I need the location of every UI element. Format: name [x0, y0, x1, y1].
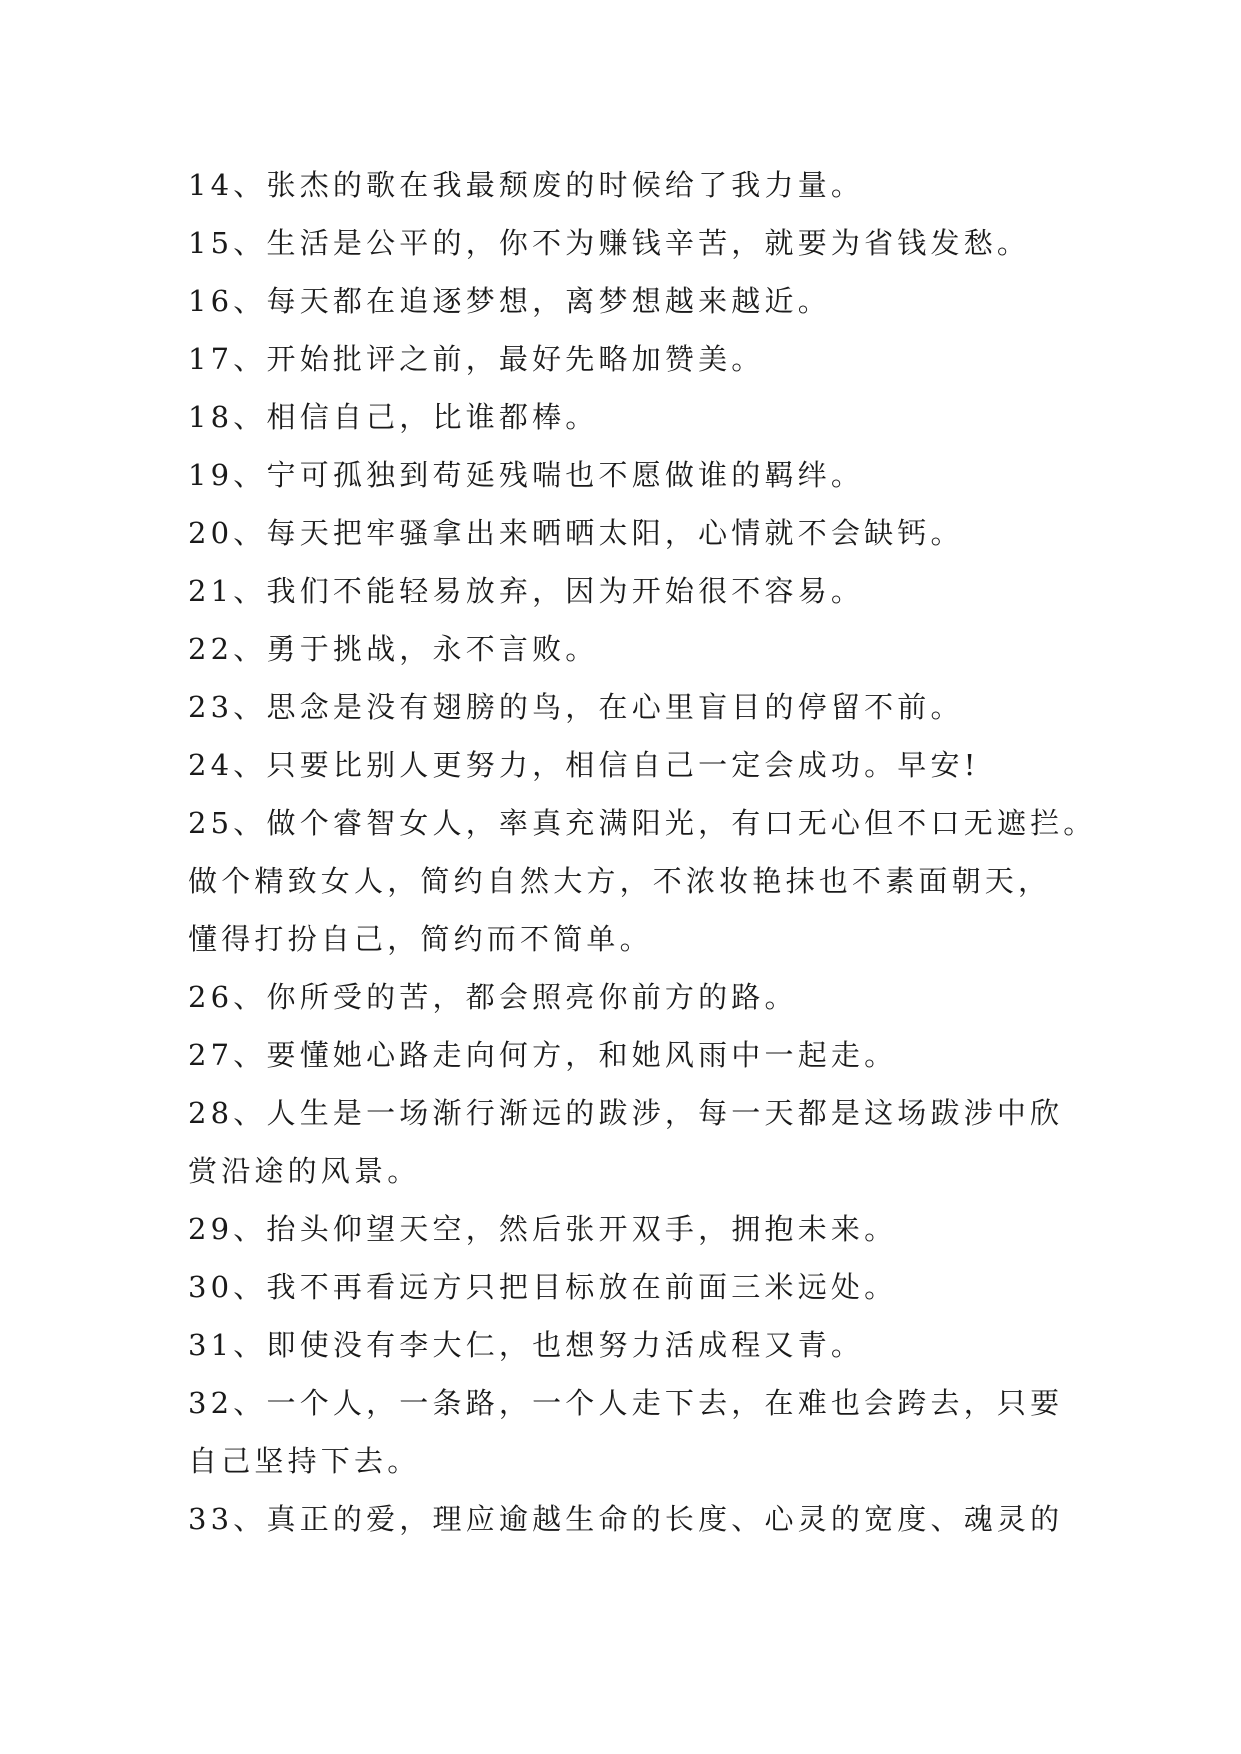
text-line: 17、开始批评之前，最好先略加赞美。 — [188, 342, 765, 376]
text-line: 16、每天都在追逐梦想，离梦想越来越近。 — [188, 284, 831, 318]
text-line: 31、即使没有李大仁，也想努力活成程又青。 — [188, 1328, 865, 1362]
text-line: 30、我不再看远方只把目标放在前面三米远处。 — [188, 1270, 898, 1304]
text-line: 赏沿途的风景。 — [188, 1154, 421, 1188]
text-line: 15、生活是公平的，你不为赚钱辛苦，就要为省钱发愁。 — [188, 226, 1031, 260]
text-line: 14、张杰的歌在我最颓废的时候给了我力量。 — [188, 168, 865, 202]
text-line: 自己坚持下去。 — [188, 1444, 421, 1478]
document-body — [188, 156, 1097, 1548]
text-line: 21、我们不能轻易放弃，因为开始很不容易。 — [188, 574, 865, 608]
text-line: 32、一个人，一条路，一个人走下去，在难也会跨去，只要 — [188, 1386, 1064, 1420]
text-line: 25、做个睿智女人，率真充满阳光，有口无心但不口无遮拦。 — [188, 806, 1097, 840]
text-line: 懂得打扮自己，简约而不简单。 — [188, 922, 653, 956]
text-line: 28、人生是一场渐行渐远的跋涉，每一天都是这场跋涉中欣 — [188, 1096, 1064, 1130]
text-line: 22、勇于挑战，永不言败。 — [188, 632, 599, 666]
text-line: 26、你所受的苦，都会照亮你前方的路。 — [188, 980, 798, 1014]
text-line: 24、只要比别人更努力，相信自己一定会成功。早安! — [188, 748, 980, 782]
text-line: 27、要懂她心路走向何方，和她风雨中一起走。 — [188, 1038, 898, 1072]
text-line: 18、相信自己，比谁都棒。 — [188, 400, 599, 434]
text-line: 做个精致女人，简约自然大方，不浓妆艳抹也不素面朝天， — [188, 864, 1052, 898]
text-line: 19、宁可孤独到苟延残喘也不愿做谁的羁绊。 — [188, 458, 865, 492]
text-line: 29、抬头仰望天空，然后张开双手，拥抱未来。 — [188, 1212, 898, 1246]
text-line: 33、真正的爱，理应逾越生命的长度、心灵的宽度、魂灵的 — [188, 1502, 1064, 1536]
text-line: 20、每天把牢骚拿出来晒晒太阳，心情就不会缺钙。 — [188, 516, 964, 550]
text-line: 23、思念是没有翅膀的鸟，在心里盲目的停留不前。 — [188, 690, 964, 724]
